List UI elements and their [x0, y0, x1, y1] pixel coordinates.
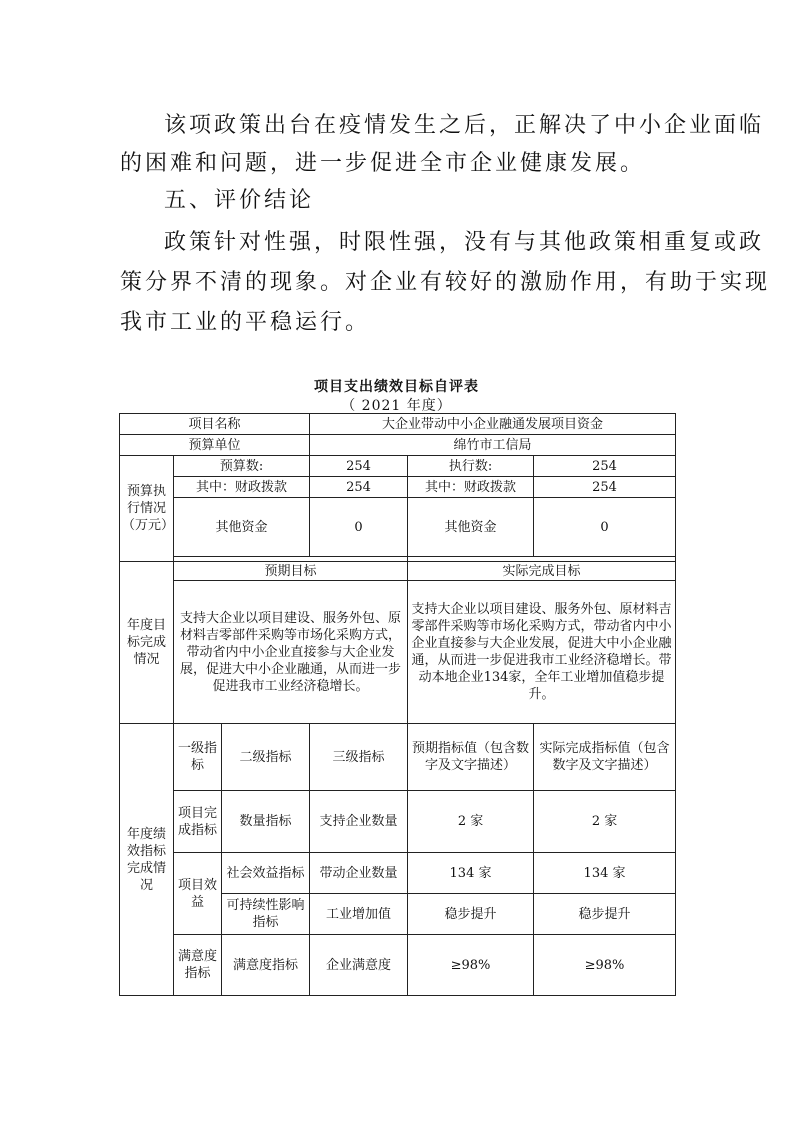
- other-funds-label: 其他资金: [174, 498, 310, 557]
- actual-goal-text: 支持大企业以项目建设、服务外包、原材料吉零部件采购等市场化采购方式，带动省内中小企业直接参与大企业发展，促进大中小企业融通，从而进一步促进我市工业经济稳增长。带动本地企业134家，全年工业增加值稳步提升。: [408, 581, 676, 724]
- fiscal-executed-value: 254: [534, 477, 676, 498]
- paragraph-line: 策分界不清的现象。对企业有较好的激励作用，有助于实现: [120, 270, 771, 295]
- other-funds-executed-label: 其他资金: [408, 498, 534, 557]
- actual-value-cell: 134 家: [534, 853, 676, 894]
- project-name-value: 大企业带动中小企业融通发展项目资金: [310, 414, 676, 435]
- level3-cell: 带动企业数量: [310, 853, 408, 894]
- budget-section-label: 预算执行情况（万元）: [120, 456, 174, 562]
- expected-value-cell: ≥98%: [408, 935, 534, 996]
- header-level3: 三级指标: [310, 724, 408, 791]
- level3-cell: 工业增加值: [310, 894, 408, 935]
- other-funds-executed-value: 0: [534, 498, 676, 557]
- expected-value-cell: 2 家: [408, 791, 534, 853]
- fiscal-executed-label: 其中：财政拨款: [408, 477, 534, 498]
- level2-cell: 数量指标: [222, 791, 310, 853]
- performance-section-label: 年度绩效指标完成情况: [120, 724, 174, 996]
- evaluation-table: [119, 413, 676, 996]
- header-expected-value: 预期指标值（包含数字及文字描述）: [408, 724, 534, 791]
- table-year: （ 2021 年度）: [341, 398, 452, 414]
- expected-value-cell: 134 家: [408, 853, 534, 894]
- executed-value: 254: [534, 456, 676, 477]
- level2-cell: 满意度指标: [222, 935, 310, 996]
- paragraph-line: 的困难和问题，进一步促进全市企业健康发展。: [120, 151, 646, 176]
- table-row: [120, 791, 676, 853]
- section-heading: 五、评价结论: [164, 188, 315, 213]
- actual-value-cell: 2 家: [534, 791, 676, 853]
- header-level1: 一级指标: [174, 724, 222, 791]
- budget-unit-label: 预算单位: [120, 435, 310, 456]
- actual-goal-header: 实际完成目标: [408, 562, 676, 581]
- budget-amount-label: 预算数:: [174, 456, 310, 477]
- annual-goal-label: 年度目标完成情况: [120, 562, 174, 724]
- paragraph-line: 政策针对性强，时限性强，没有与其他政策相重复或政: [164, 230, 765, 255]
- level3-cell: 企业满意度: [310, 935, 408, 996]
- expected-value-cell: 稳步提升: [408, 894, 534, 935]
- budget-amount-value: 254: [310, 456, 408, 477]
- executed-label: 执行数:: [408, 456, 534, 477]
- actual-value-cell: ≥98%: [534, 935, 676, 996]
- expected-goal-text: 支持大企业以项目建设、服务外包、原材料吉零部件采购等市场化采购方式，带动省内中小企业直接参与大企业发展，促进大中小企业融通，从而进一步促进我市工业经济稳增长。: [174, 581, 408, 724]
- budget-unit-value: 绵竹市工信局: [310, 435, 676, 456]
- level1-cell: 满意度指标: [174, 935, 222, 996]
- table-row: [120, 935, 676, 996]
- fiscal-budget-value: 254: [310, 477, 408, 498]
- paragraph-line: 该项政策出台在疫情发生之后，正解决了中小企业面临: [164, 113, 765, 138]
- table-row: [120, 853, 676, 894]
- level1-cell: 项目完成指标: [174, 791, 222, 853]
- table-title: 项目支出绩效目标自评表: [314, 379, 479, 395]
- level1-cell: 项目效益: [174, 853, 222, 935]
- header-level2: 二级指标: [222, 724, 310, 791]
- expected-goal-header: 预期目标: [174, 562, 408, 581]
- project-name-label: 项目名称: [120, 414, 310, 435]
- level3-cell: 支持企业数量: [310, 791, 408, 853]
- header-actual-value: 实际完成指标值（包含数字及文字描述）: [534, 724, 676, 791]
- actual-value-cell: 稳步提升: [534, 894, 676, 935]
- other-funds-budget-value: 0: [310, 498, 408, 557]
- level2-cell: 社会效益指标: [222, 853, 310, 894]
- paragraph-line: 我市工业的平稳运行。: [120, 310, 371, 335]
- fiscal-label: 其中：财政拨款: [174, 477, 310, 498]
- level2-cell: 可持续性影响指标: [222, 894, 310, 935]
